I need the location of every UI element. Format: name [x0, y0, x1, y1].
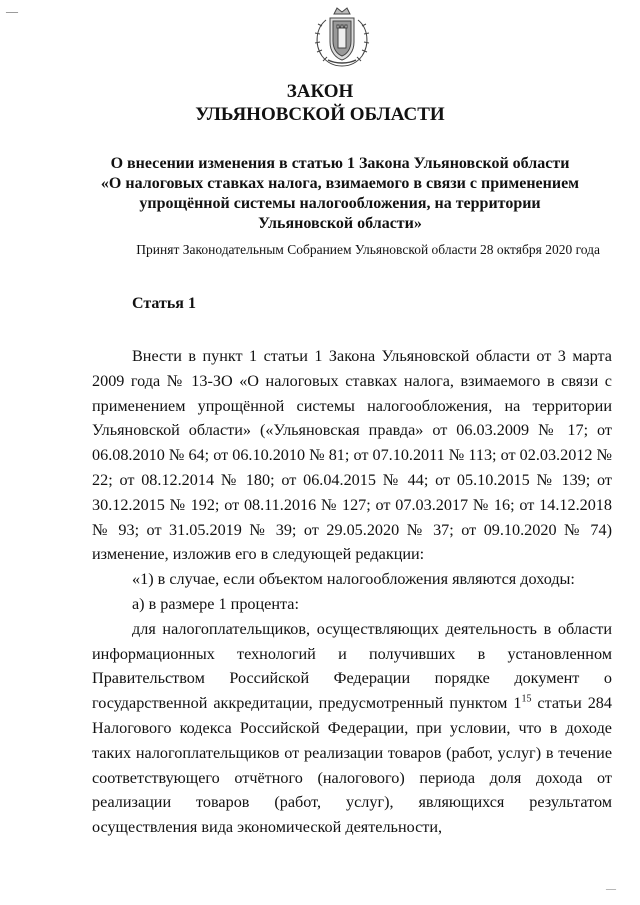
bottom-mark: —	[606, 884, 616, 895]
paragraph: а) в размере 1 процента:	[132, 594, 299, 613]
coat-of-arms-icon	[308, 4, 376, 70]
law-subject-line-2: «О налоговых ставках налога, взимаемого в связи с применением	[100, 175, 580, 192]
paragraph-text: для налогоплательщиков, осуществляющих деятельность в области информационных технологий и получивших в установленном Правительством Российской Федерации порядке документ о государственной аккредитации, предусмотренный пунктом 1	[92, 619, 612, 713]
law-title	[0, 80, 640, 126]
paragraph: Внести в пункт 1 статьи 1 Закона Ульяновской области от 3 марта 2009 года № 13-ЗО «О налоговых ставках налога, взимаемого в связи с применением упрощённой системы налогообложения, на территории Ульяновской области» («Ульяновская правда» от 06.03.2009 № 17; от 06.08.2010 № 64; от 06.10.2010 № 81; от 07.10.2011 № 113; от 02.03.2012 № 22; от 08.12.2014 № 180; от 06.04.2015 № 44; от 05.10.2015 № 139; от 30.12.2015 № 192; от 08.11.2016 № 127; от 07.03.2017 № 16; от 14.12.2018 № 93; от 31.05.2019 № 39; от 29.05.2020 № 37; от 09.10.2020 № 74) изменение, изложив его в следующей редакции:	[92, 347, 612, 564]
law-subject-line-3: упрощённой системы налогообложения, на территории	[139, 195, 541, 212]
paragraph	[92, 617, 612, 840]
superscript-index: 15	[521, 693, 532, 705]
law-title-line-2: УЛЬЯНОВСКОЙ ОБЛАСТИ	[195, 104, 445, 125]
article-body	[92, 344, 612, 840]
law-subject	[100, 154, 580, 234]
paragraph: «1) в случае, если объектом налогообложения являются доходы:	[132, 570, 575, 589]
law-subject-line-4: Ульяновской области»	[258, 215, 422, 232]
law-subject-line-1: О внесении изменения в статью 1 Закона Ульяновской области	[110, 155, 570, 172]
paragraph-text: статьи 284 Налогового кодекса Российской Федерации, при условии, что в доходе таких налогоплательщиков от реализации товаров (работ, услуг) в течение соответствующего отчётного (налогового) периода доля дохода от реализации товаров (работ, услуг), являющихся результатом осуществления вида экономической деятельности,	[92, 694, 612, 837]
law-title-line-1: ЗАКОН	[286, 81, 354, 102]
adoption-note: Принят Законодательным Собранием Ульяновской области 28 октября 2020 года	[136, 242, 600, 257]
article-heading: Статья 1	[132, 295, 196, 312]
corner-mark: —	[6, 4, 18, 18]
